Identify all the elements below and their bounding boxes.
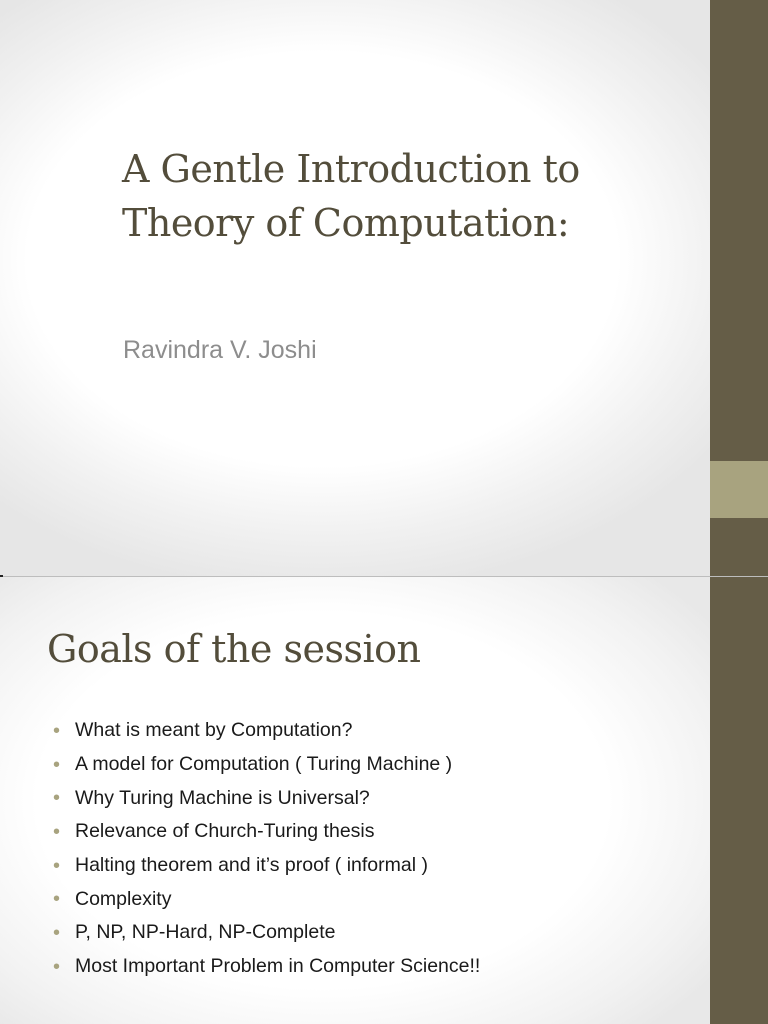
list-item-text: What is meant by Computation? [75,719,353,742]
slide-title-line-2: Theory of Computation: [122,201,570,245]
list-item-text: A model for Computation ( Turing Machine ) [75,753,453,776]
author-name: Ravindra V. Joshi [123,336,317,364]
list-item [53,849,480,883]
slide-title-line-1: A Gentle Introduction to [122,147,580,191]
list-item [53,882,480,916]
bullet-icon: • [53,719,61,742]
bullet-icon: • [53,753,61,776]
bullet-icon: • [53,921,61,944]
bullet-icon: • [53,955,61,978]
list-item [53,950,480,984]
list-item-text: Halting theorem and it’s proof ( informal ) [75,854,428,877]
bullet-icon: • [53,787,61,810]
decorative-side-bar [710,577,768,1024]
bullet-icon: • [53,888,61,911]
list-item-text: Relevance of Church-Turing thesis [75,820,375,843]
list-item-text: Complexity [75,887,172,910]
list-item [53,781,480,815]
list-item [53,916,480,950]
slide-title [122,142,682,250]
list-item-text: Why Turing Machine is Universal? [75,786,370,809]
list-item [53,714,480,748]
goals-heading: Goals of the session [47,627,421,671]
list-item-text: P, NP, NP-Hard, NP-Complete [75,921,336,944]
decorative-side-accent [710,461,768,518]
list-item-text: Most Important Problem in Computer Science!! [75,955,481,978]
bullet-icon: • [53,820,61,843]
goals-slide [0,577,768,1024]
list-item [53,748,480,782]
list-item [53,815,480,849]
bullet-icon: • [53,854,61,877]
goals-bullet-list [53,714,480,984]
